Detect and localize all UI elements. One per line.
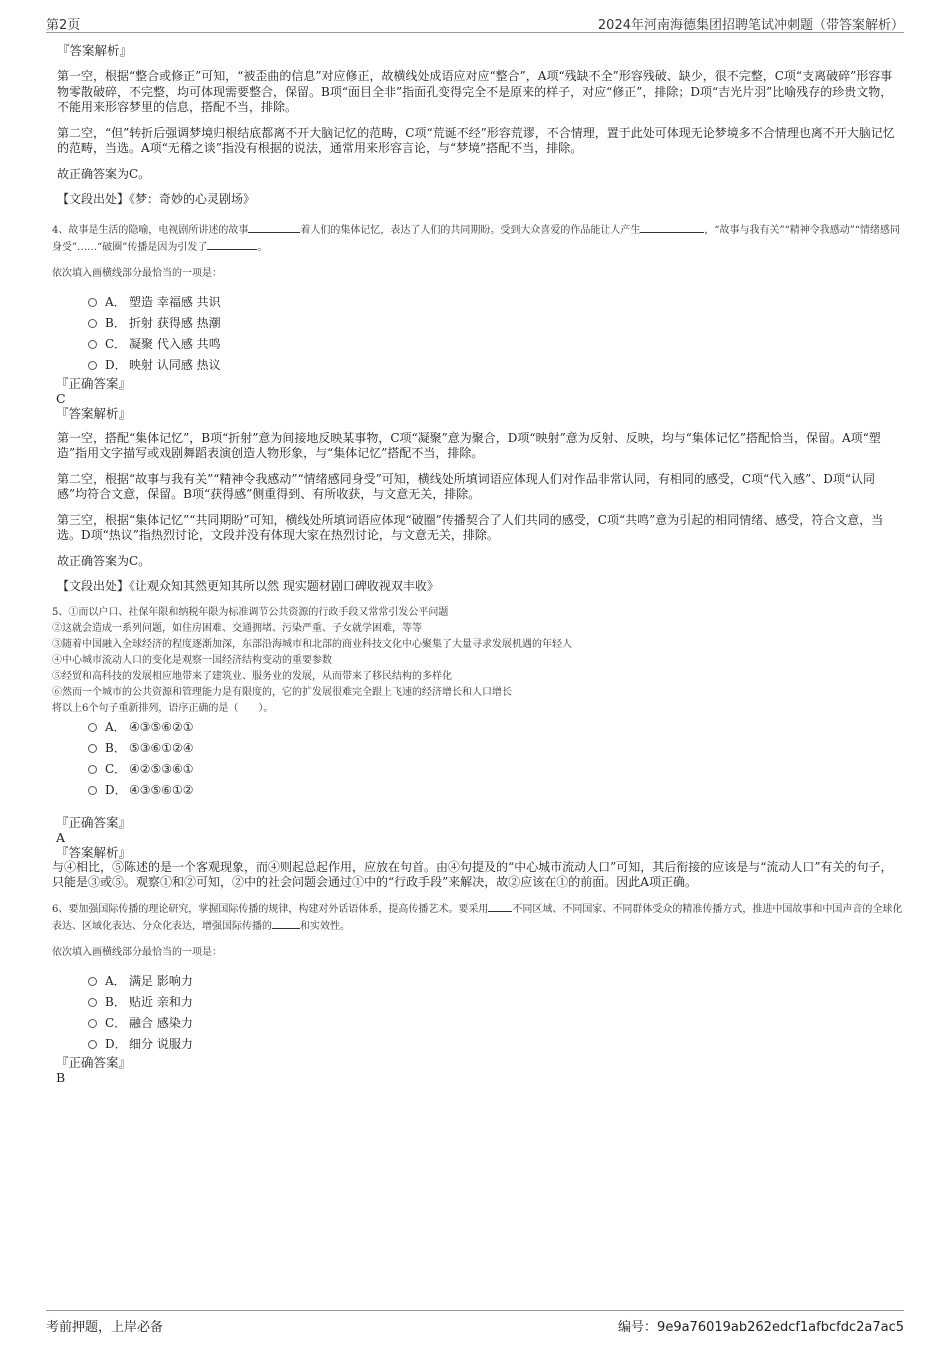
q6-option-d[interactable]: D． 细分 说服力 (88, 1034, 904, 1055)
q5-sentence-3: ③随着中国融入全球经济的程度逐渐加深，东部沿海城市和北部的商业科技文化中心聚集了大量寻求发展机遇的年轻人 (52, 638, 572, 650)
q6-prompt: 依次填入画横线部分最恰当的一项是： (52, 946, 222, 958)
q6-option-a[interactable]: A． 满足 影响力 (88, 971, 904, 992)
q5-sentence-2: ②这就会造成一系列问题，如住房困难、交通拥堵、污染严重、子女就学困难，等等 (52, 622, 422, 634)
page-footer (46, 1310, 904, 1335)
radio-icon[interactable] (88, 786, 97, 795)
blank-3 (207, 239, 257, 250)
radio-icon[interactable] (88, 1040, 97, 1049)
q4-analysis-p2: 第二空，根据“故事与我有关”“精神令我感动”“情绪感同身受”可知，横线处所填词语应体现人们对作品非常认同，有相同的感受，C项“代入感”、D项“认同感”均符合文意，保留。B项“获得感”侧重得到、有所收获，与文意无关，排除。 (57, 471, 876, 501)
q4-option-d[interactable]: D． 映射 认同感 热议 (88, 355, 904, 376)
q4-stem: 4、故事是生活的隐喻，电视剧所讲述的故事 着人们的集体记忆，表达了人们的共同期盼。受到大众喜爱的作品能让人产生 ，“故事与我有关”“精神令我感动”“情绪感同身受”……“破圈”传播是因为引发了 。 (52, 222, 904, 256)
radio-icon[interactable] (88, 319, 97, 328)
q4-option-b[interactable]: B． 折射 获得感 热潮 (88, 313, 904, 334)
radio-icon[interactable] (88, 998, 97, 1007)
radio-icon[interactable] (88, 340, 97, 349)
q5-sentence-5: ⑤经贸和高科技的发展相应地带来了建筑业、服务业的发展，从而带来了移民结构的多样化 (52, 670, 452, 682)
q5-stem: 5、①而以户口、社保年限和纳税年限为标准调节公共资源的行政手段又常常引发公平问题 (52, 606, 449, 618)
radio-icon[interactable] (88, 1019, 97, 1028)
document-title: 2024年河南海德集团招聘笔试冲刺题（带答案解析） (597, 18, 904, 33)
blank-2 (272, 918, 300, 929)
document-id: 编号：9e9a76019ab262edcf1afbcfdc2a7ac5 (618, 1320, 904, 1335)
q5-prompt: 将以上6个句子重新排列，语序正确的是（ ）。 (52, 702, 274, 714)
q4-source: 【文段出处】《让观众知其然更知其所以然 现实题材剧口碑收视双丰收》 (57, 579, 439, 593)
q4-prompt: 依次填入画横线部分最恰当的一项是： (52, 267, 222, 279)
q4-option-a[interactable]: A． 塑造 幸福感 共识 (88, 292, 904, 313)
q6-option-b[interactable]: B． 贴近 亲和力 (88, 992, 904, 1013)
radio-icon[interactable] (88, 723, 97, 732)
blank-1 (488, 901, 512, 912)
q4-answer: C (56, 390, 66, 406)
q3-source: 【文段出处】《梦：奇妙的心灵剧场》 (57, 192, 256, 206)
page-content (52, 42, 904, 1085)
radio-icon[interactable] (88, 765, 97, 774)
q5-sentence-6: ⑥然而一个城市的公共资源和管理能力是有限度的，它的扩发展很难完全跟上飞速的经济增长和人口增长 (52, 686, 512, 698)
q3-conclusion: 故正确答案为C。 (57, 166, 151, 181)
q6-stem: 6、要加强国际传播的理论研究，掌握国际传播的规律，构建对外话语体系，提高传播艺术。要采用 不同区域、不同国家、不同群体受众的精准传播方式，推进中国故事和中国声音的全球化表达、区域化表达、分众化表达，增强国际传播的 和实效性。 (52, 901, 904, 935)
q5-analysis-tag: 『答案解析』 (56, 844, 132, 860)
q3-analysis-tag: 『答案解析』 (57, 43, 133, 58)
page-number: 第2页 (46, 18, 81, 33)
footer-slogan: 考前押题，上岸必备 (46, 1320, 164, 1335)
blank-1 (248, 222, 300, 233)
radio-icon[interactable] (88, 298, 97, 307)
q3-analysis-p1: 第一空，根据“整合或修正”可知，“被歪曲的信息”对应修正，故横线处成语应对应“整合”，A项“残缺不全”形容残破、缺少，很不完整，C项“支离破碎”形容事物零散破碎，不完整，均可体现需要整合，保留。B项“面目全非”指面孔变得完全不是原来的样子，对应“修正”，排除；D项“吉光片羽”比喻残存的珍贵文物，不能用来形容梦里的信息，搭配不当，排除。 (57, 69, 893, 114)
q4-analysis-p3: 第三空，根据“集体记忆”“共同期盼”可知，横线处所填词语应体现“破圈”传播契合了人们共同的感受，C项“共鸣”意为引起的相同情绪、感受，符合文意，当选。D项“热议”指热烈讨论，文段并没有体现大家在热烈讨论，与文意无关，排除。 (57, 512, 884, 542)
page-header (46, 12, 904, 33)
q6-option-c[interactable]: C． 融合 感染力 (88, 1013, 904, 1034)
q5-sentence-4: ④中心城市流动人口的变化是观察一国经济结构变动的重要参数 (52, 654, 332, 666)
q5-option-b[interactable]: B． ⑤③⑥①②④ (88, 738, 904, 759)
q4-analysis-tag: 『答案解析』 (56, 405, 132, 421)
q5-answer: A (56, 829, 66, 845)
radio-icon[interactable] (88, 744, 97, 753)
blank-2 (640, 222, 704, 233)
q5-option-c[interactable]: C． ④②⑤③⑥① (88, 759, 904, 780)
q5-option-d[interactable]: D． ④③⑤⑥①② (88, 780, 904, 801)
q4-conclusion: 故正确答案为C。 (57, 553, 151, 568)
q6-answer-tag: 『正确答案』 (56, 1054, 132, 1070)
q4-option-c[interactable]: C． 凝聚 代入感 共鸣 (88, 334, 904, 355)
q6-answer: B (56, 1069, 66, 1085)
q4-answer-tag: 『正确答案』 (56, 375, 132, 391)
q5-option-a[interactable]: A． ④③⑤⑥②① (88, 717, 904, 738)
q5-answer-tag: 『正确答案』 (56, 814, 132, 830)
q3-analysis-p2: 第二空，“但”转折后强调梦境归根结底都离不开大脑记忆的范畴，C项“荒诞不经”形容荒谬，不合情理，置于此处可体现无论梦境多不合情理也离不开大脑记忆的范畴，当选。A项“无稽之谈”指没有根据的说法，通常用来形容言论，与“梦境”搭配不当，排除。 (57, 125, 895, 155)
q5-analysis: 与④相比，⑤陈述的是一个客观现象，而④则起总起作用，应放在句首。由④句提及的“中心城市流动人口”可知，其后衔接的应该是与“流动人口”有关的句子，只能是③或⑤。观察①和②可知，②中的社会问题会通过①中的“行政手段”来解决，故②应该在①的前面。因此A项正确。 (52, 859, 893, 889)
q4-analysis-p1: 第一空，搭配“集体记忆”，B项“折射”意为间接地反映某事物，C项“凝聚”意为聚合，D项“映射”意为反射、反映，均与“集体记忆”搭配恰当，保留。A项“塑造”指用文字描写或戏剧舞蹈表演创造人物形象，与“集体记忆”搭配不当，排除。 (57, 430, 881, 460)
radio-icon[interactable] (88, 977, 97, 986)
radio-icon[interactable] (88, 361, 97, 370)
